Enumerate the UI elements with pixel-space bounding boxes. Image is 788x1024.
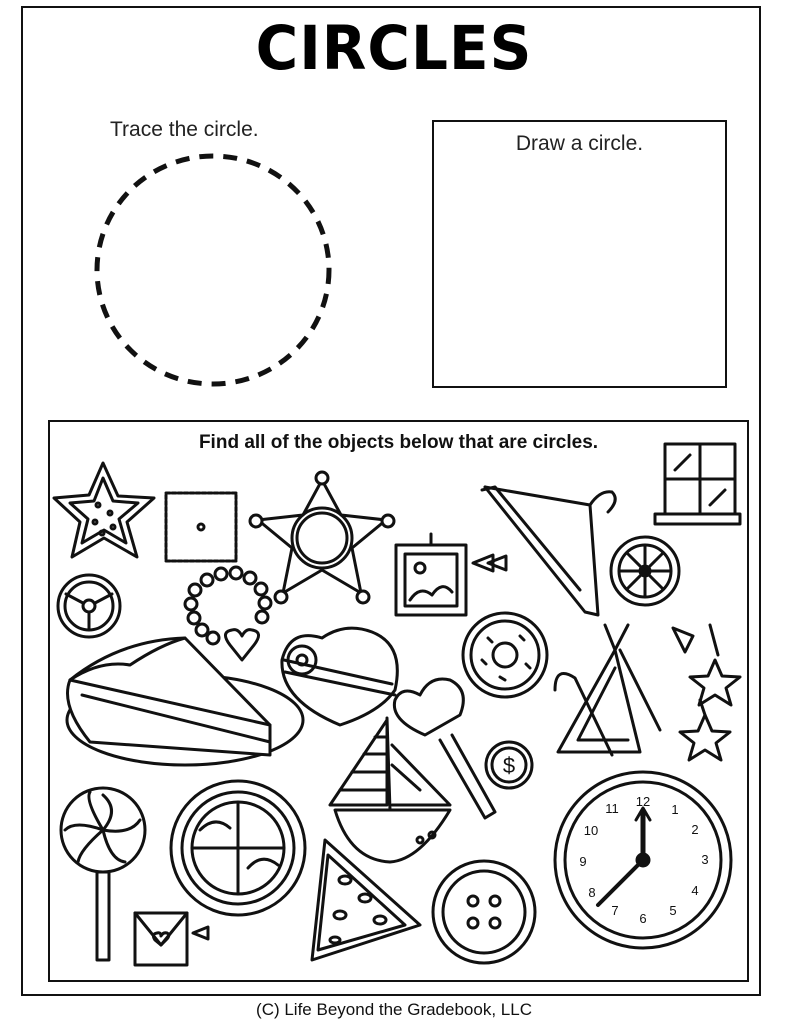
copyright-footer: (C) Life Beyond the Gradebook, LLC <box>256 1000 532 1019</box>
clock-number: 8 <box>588 885 596 900</box>
clock-number: 7 <box>611 903 619 918</box>
draw-label: Draw a circle. <box>515 132 644 155</box>
clock-number: 12 <box>635 794 651 809</box>
clock-number: 9 <box>579 854 587 869</box>
coin-symbol: $ <box>502 753 516 778</box>
clock-number: 5 <box>669 903 677 918</box>
trace-label: Trace the circle. <box>110 118 259 141</box>
clock-number: 3 <box>701 852 709 867</box>
find-circles-box <box>48 420 749 982</box>
clock-number: 10 <box>583 823 599 838</box>
draw-circle-box[interactable] <box>432 120 727 388</box>
clock-number: 11 <box>605 801 619 816</box>
clock-number: 6 <box>639 911 647 926</box>
clock-number: 1 <box>671 802 679 817</box>
dashed-trace-circle[interactable] <box>97 156 329 384</box>
clock-number: 2 <box>691 822 699 837</box>
clock-number: 4 <box>691 883 699 898</box>
find-label: Find all of the objects below that are circles. <box>198 432 599 453</box>
page-title: CIRCLES <box>255 12 533 84</box>
